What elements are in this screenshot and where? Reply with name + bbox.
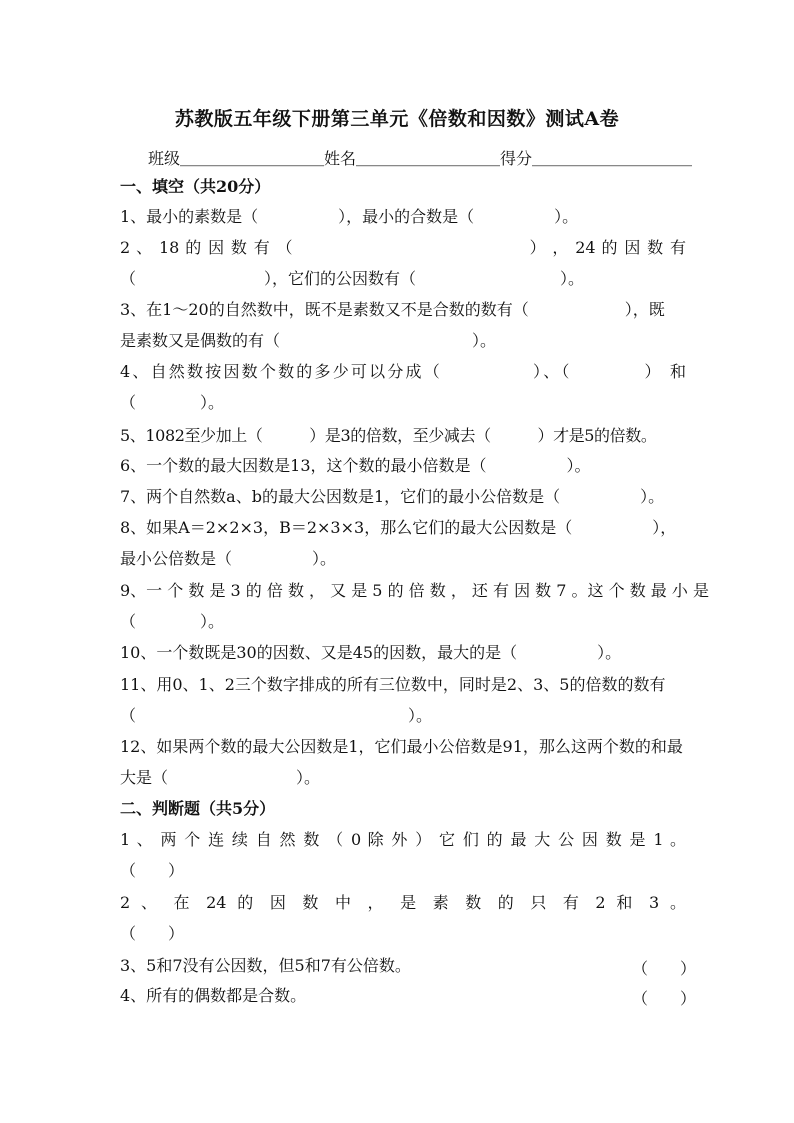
question-line: （ ）。 (120, 393, 225, 412)
answer-bracket: （ ） (632, 959, 697, 978)
answer-bracket: （ ） (120, 924, 185, 943)
question-line: 最小公倍数是（ ）。 (120, 549, 337, 568)
question-line: 6、一个数的最大因数是13，这个数的最小倍数是（ ）。 (120, 456, 591, 475)
question-line: 4、自然数按因数个数的多少可以分成（ ）、（ ） 和 (120, 362, 686, 381)
question-line: 2 、 在 24 的 因 数 中 ， 是 素 数 的 只 有 2 和 3 。 (120, 893, 686, 912)
question-line: 8、如果A＝2×2×3，B＝2×3×3，那么它们的最大公因数是（ ）， (120, 518, 677, 537)
question-line: 12、如果两个数的最大公因数是1，它们最小公倍数是91，那么这两个数的和最 (120, 737, 683, 756)
question-line: （ ）。 (120, 706, 433, 725)
question-line: 1 、 两 个 连 续 自 然 数 （ 0 除 外 ） 它 们 的 最 大 公 因 数 是 1 。 (120, 830, 686, 849)
question-line: 7、两个自然数a、b的最大公因数是1，它们的最小公倍数是（ ）。 (120, 487, 665, 506)
question-line: 9、一 个 数 是 3 的 倍 数 ， 又 是 5 的 倍 数 ， 还 有 因 数 7 。这 个 数 最 小 是 (120, 581, 709, 600)
question-line: （ ），它们的公因数有（ ）。 (120, 269, 585, 288)
page-title: 苏教版五年级下册第三单元《倍数和因数》测试A卷 (174, 108, 620, 130)
student-info-line: 班级＿＿＿＿＿＿＿＿＿姓名＿＿＿＿＿＿＿＿＿得分＿＿＿＿＿＿＿＿＿＿ (148, 149, 693, 168)
question-line: 4、所有的偶数都是合数。 (120, 986, 307, 1005)
question-line: 1、最小的素数是（ ），最小的合数是（ ）。 (120, 207, 579, 226)
question-line: 5、1082至少加上（ ）是3的倍数，至少减去（ ）才是5的倍数。 (120, 426, 657, 445)
section-heading-true-false: 二、判断题（共5分） (120, 799, 276, 818)
question-line: 3、在1～20的自然数中，既不是素数又不是合数的数有（ ），既 (120, 300, 665, 319)
question-line: 是素数又是偶数的有（ ）。 (120, 331, 497, 350)
question-line: 大是（ ）。 (120, 768, 321, 787)
question-line: （ ）。 (120, 612, 225, 631)
question-line: 3、5和7没有公因数，但5和7有公倍数。 (120, 956, 411, 975)
question-line: 11、用0、1、2三个数字排成的所有三位数中，同时是2、3、5的倍数的数有 (120, 675, 666, 694)
section-heading-fill-in: 一、填空（共20分） (120, 177, 271, 196)
answer-bracket: （ ） (632, 989, 697, 1008)
answer-bracket: （ ） (120, 861, 185, 880)
question-line: 2 、 18 的 因 数 有 （ ） ， 24 的 因 数 有 (120, 238, 686, 257)
question-line: 10、一个数既是30的因数、又是45的因数，最大的是（ ）。 (120, 643, 622, 662)
